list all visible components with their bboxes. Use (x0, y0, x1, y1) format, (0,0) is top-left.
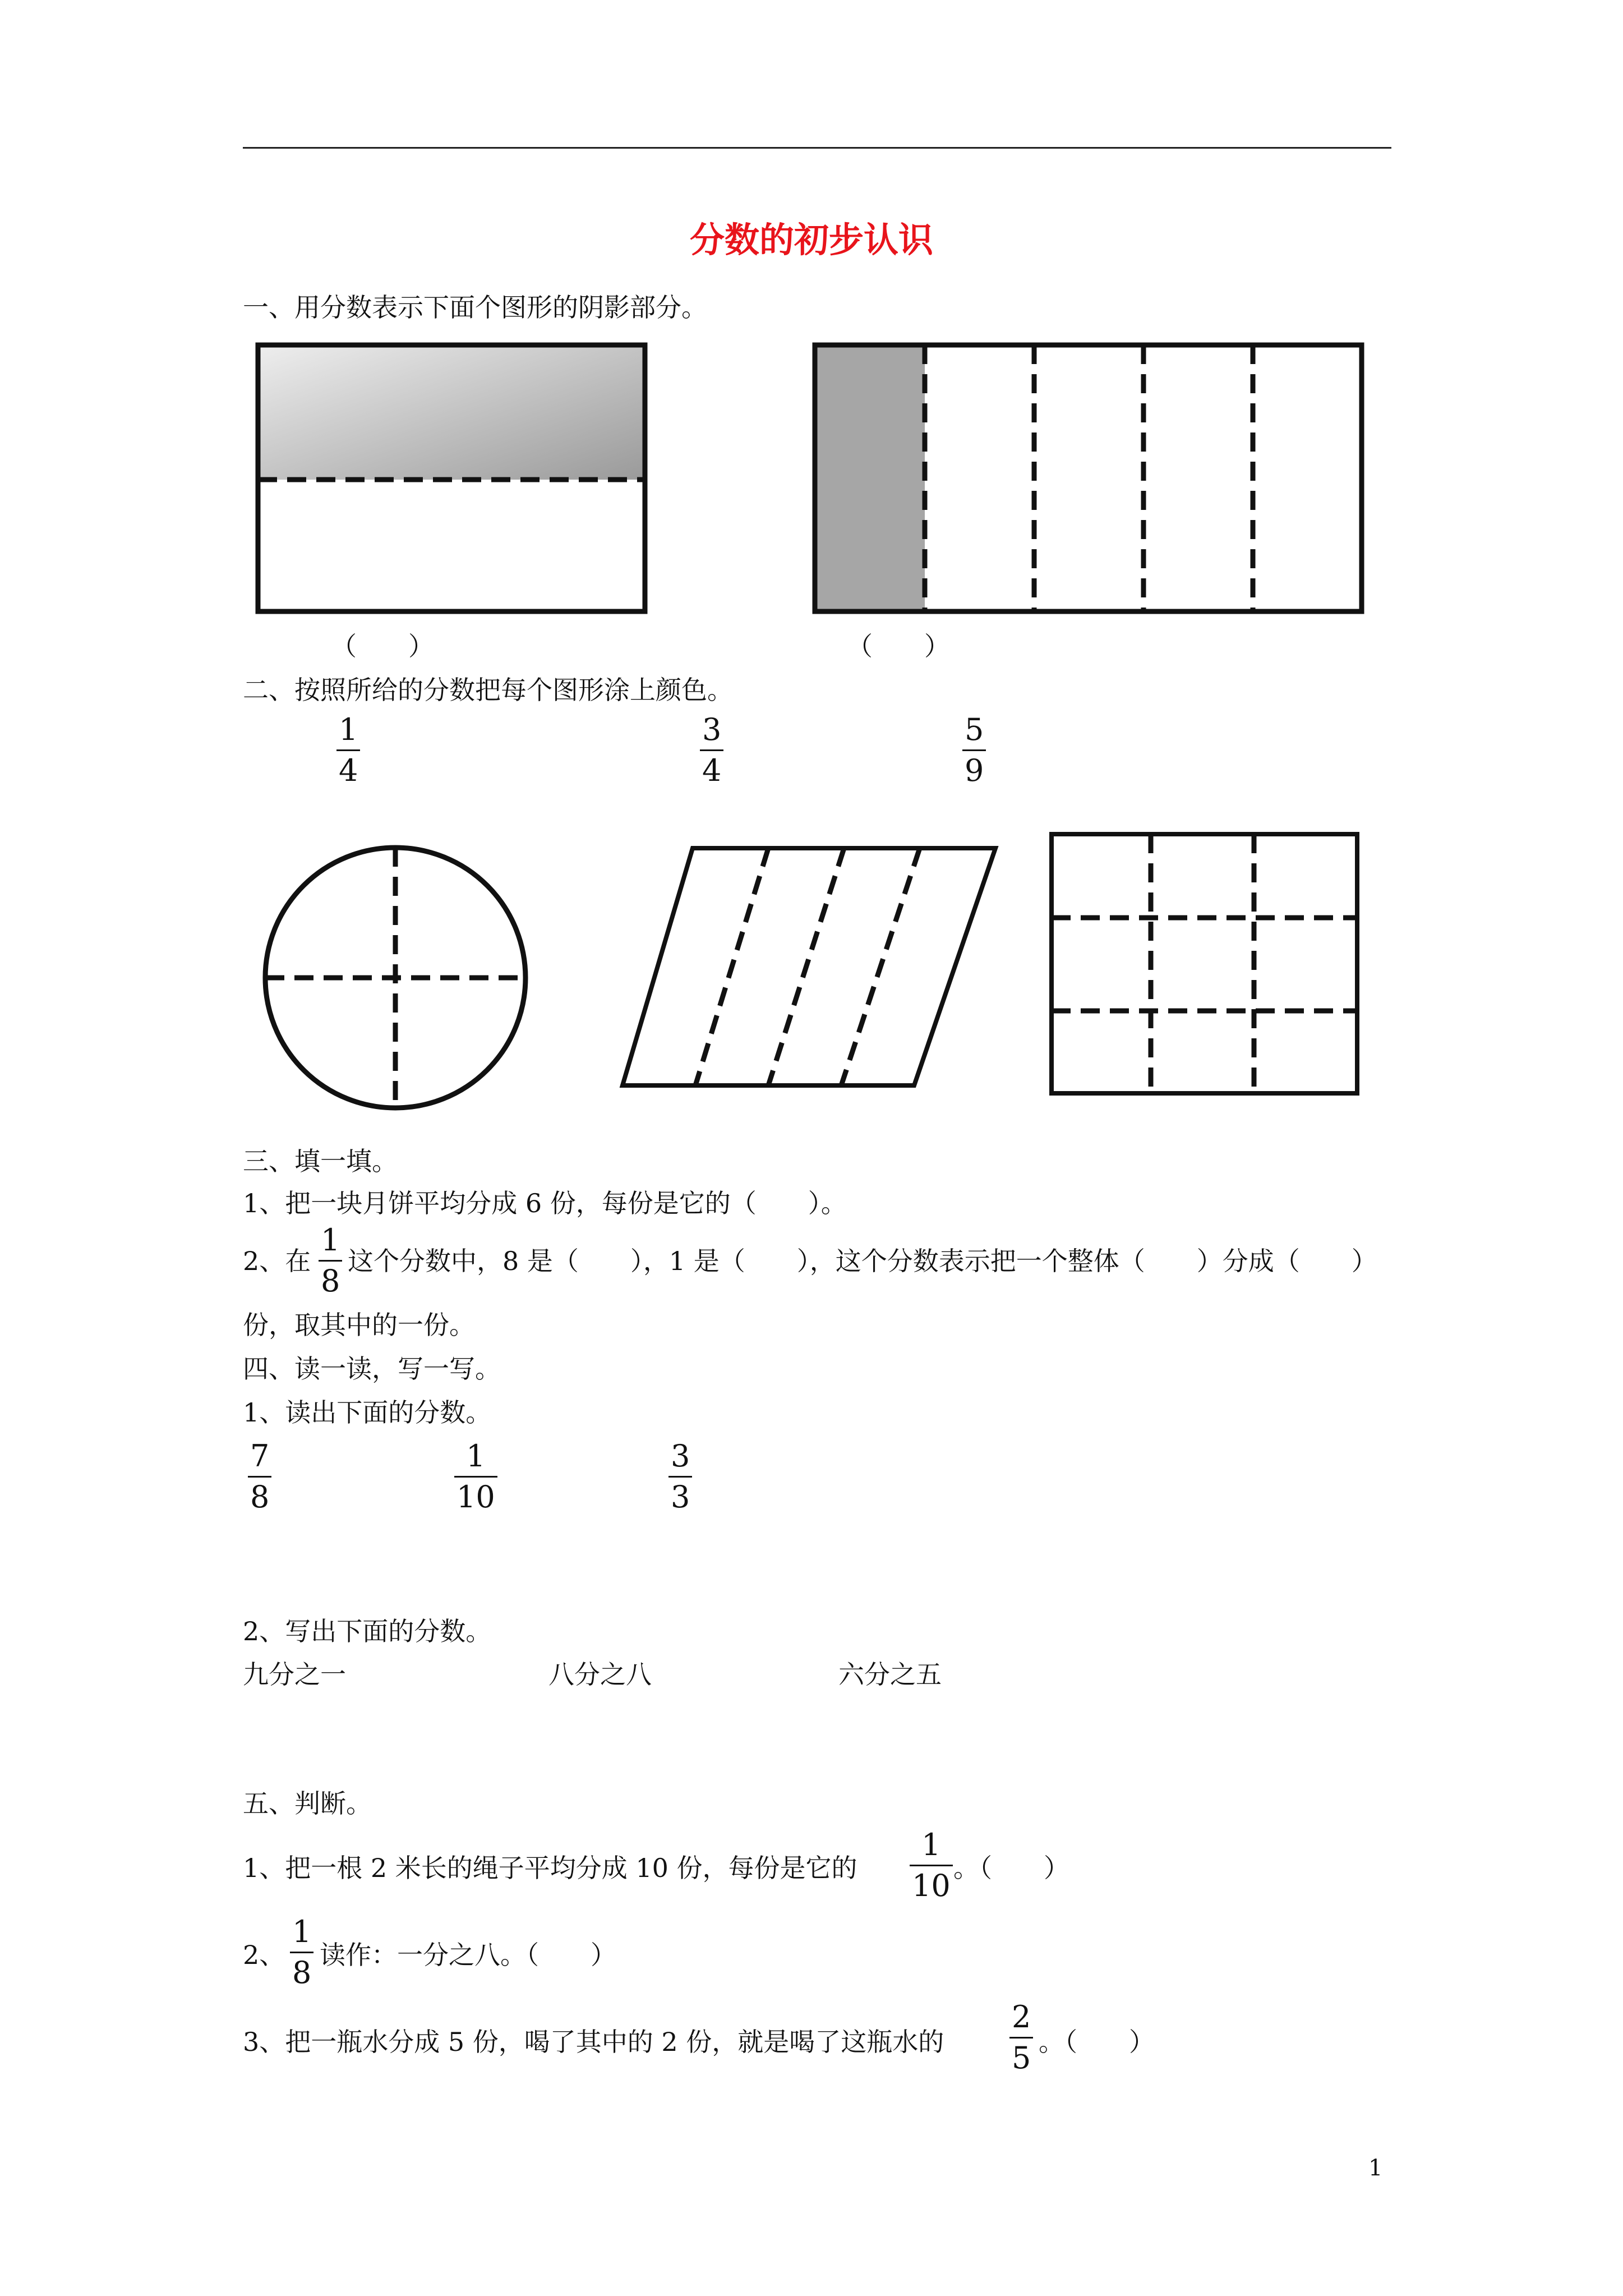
parallelogram-quarters[interactable] (620, 844, 1001, 1091)
s3-question-2-fraction (319, 1223, 342, 1299)
numerator: 1 (292, 1914, 312, 1949)
write-item-2: 八分之八 (548, 1659, 652, 1690)
shaded-rectangle-fifth (812, 342, 1367, 617)
numerator: 3 (671, 1438, 690, 1474)
s5-question-1-text: 1、把一根 2 米长的绳子平均分成 10 份，每份是它的 (243, 1853, 857, 1883)
write-item-1: 九分之一 (243, 1659, 346, 1690)
s5-question-2-text: 读作：一分之八。（ ） (320, 1940, 616, 1970)
page-number: 1 (1368, 2155, 1383, 2181)
section2-heading: 二、按照所给的分数把每个图形涂上颜色。 (243, 675, 733, 705)
s5-question-3-text: 3、把一瓶水分成 5 份，喝了其中的 2 份，就是喝了这瓶水的 (243, 2027, 944, 2057)
numerator: 1 (466, 1438, 486, 1474)
numerator: 7 (250, 1438, 270, 1474)
numerator: 1 (339, 712, 358, 747)
page-title: 分数的初步认识 (689, 219, 933, 260)
read-fraction-3-3 (668, 1439, 692, 1515)
s5-question-3-fraction (1009, 2000, 1033, 2076)
s3-question-2-prefix: 2、在 (243, 1246, 311, 1276)
s5-question-1-fraction (910, 1828, 953, 1903)
denominator: 4 (339, 753, 358, 788)
s5-question-2-fraction (290, 1915, 313, 1990)
section5-heading: 五、判断。 (243, 1788, 372, 1819)
section1-heading: 一、用分数表示下面个图形的阴影部分。 (243, 292, 707, 323)
denominator: 3 (671, 1479, 690, 1515)
s5-question-2-prefix: 2、 (243, 1940, 285, 1970)
section4-heading: 四、读一读，写一写。 (243, 1354, 501, 1384)
denominator: 8 (321, 1263, 340, 1299)
s3-question-2-text: 这个分数中，8 是（ ），1 是（ ），这个分数表示把一个整体（ ）分成（ ） (348, 1246, 1377, 1276)
s4-question-1: 1、读出下面的分数。 (243, 1397, 492, 1428)
numerator: 2 (1012, 1999, 1031, 2035)
s4-question-2: 2、写出下面的分数。 (243, 1616, 492, 1646)
denominator: 8 (250, 1479, 270, 1515)
section3-heading: 三、填一填。 (243, 1146, 398, 1176)
fraction-1-4 (336, 712, 360, 788)
s3-question-2-continued: 份，取其中的一份。 (243, 1310, 475, 1340)
shaded-rectangle-half (255, 342, 654, 617)
answer-blank-1[interactable]: （ ） (331, 631, 434, 661)
numerator: 5 (965, 712, 984, 747)
read-fraction-7-8 (248, 1439, 271, 1515)
fraction-3-4 (700, 712, 723, 788)
denominator: 9 (965, 753, 984, 788)
denominator: 4 (702, 753, 722, 788)
answer-blank-2[interactable]: （ ） (847, 631, 950, 661)
s3-question-1: 1、把一块月饼平均分成 6 份，每份是它的（ ）。 (243, 1188, 847, 1218)
circle-quarters[interactable] (261, 843, 536, 1118)
denominator: 5 (1012, 2040, 1031, 2076)
rectangle-ninths[interactable] (1049, 831, 1363, 1101)
header-rule (243, 147, 1391, 149)
s5-question-1-end: 。（ ） (953, 1853, 1069, 1883)
fraction-5-9 (962, 712, 986, 788)
denominator: 10 (457, 1479, 495, 1515)
write-item-3: 六分之五 (838, 1659, 942, 1690)
read-fraction-1-10 (454, 1439, 497, 1515)
numerator: 3 (702, 712, 722, 747)
denominator: 8 (292, 1955, 312, 1990)
numerator: 1 (321, 1222, 340, 1258)
s5-question-3-end: 。（ ） (1039, 2027, 1155, 2057)
denominator: 10 (912, 1868, 951, 1903)
numerator: 1 (921, 1827, 941, 1862)
